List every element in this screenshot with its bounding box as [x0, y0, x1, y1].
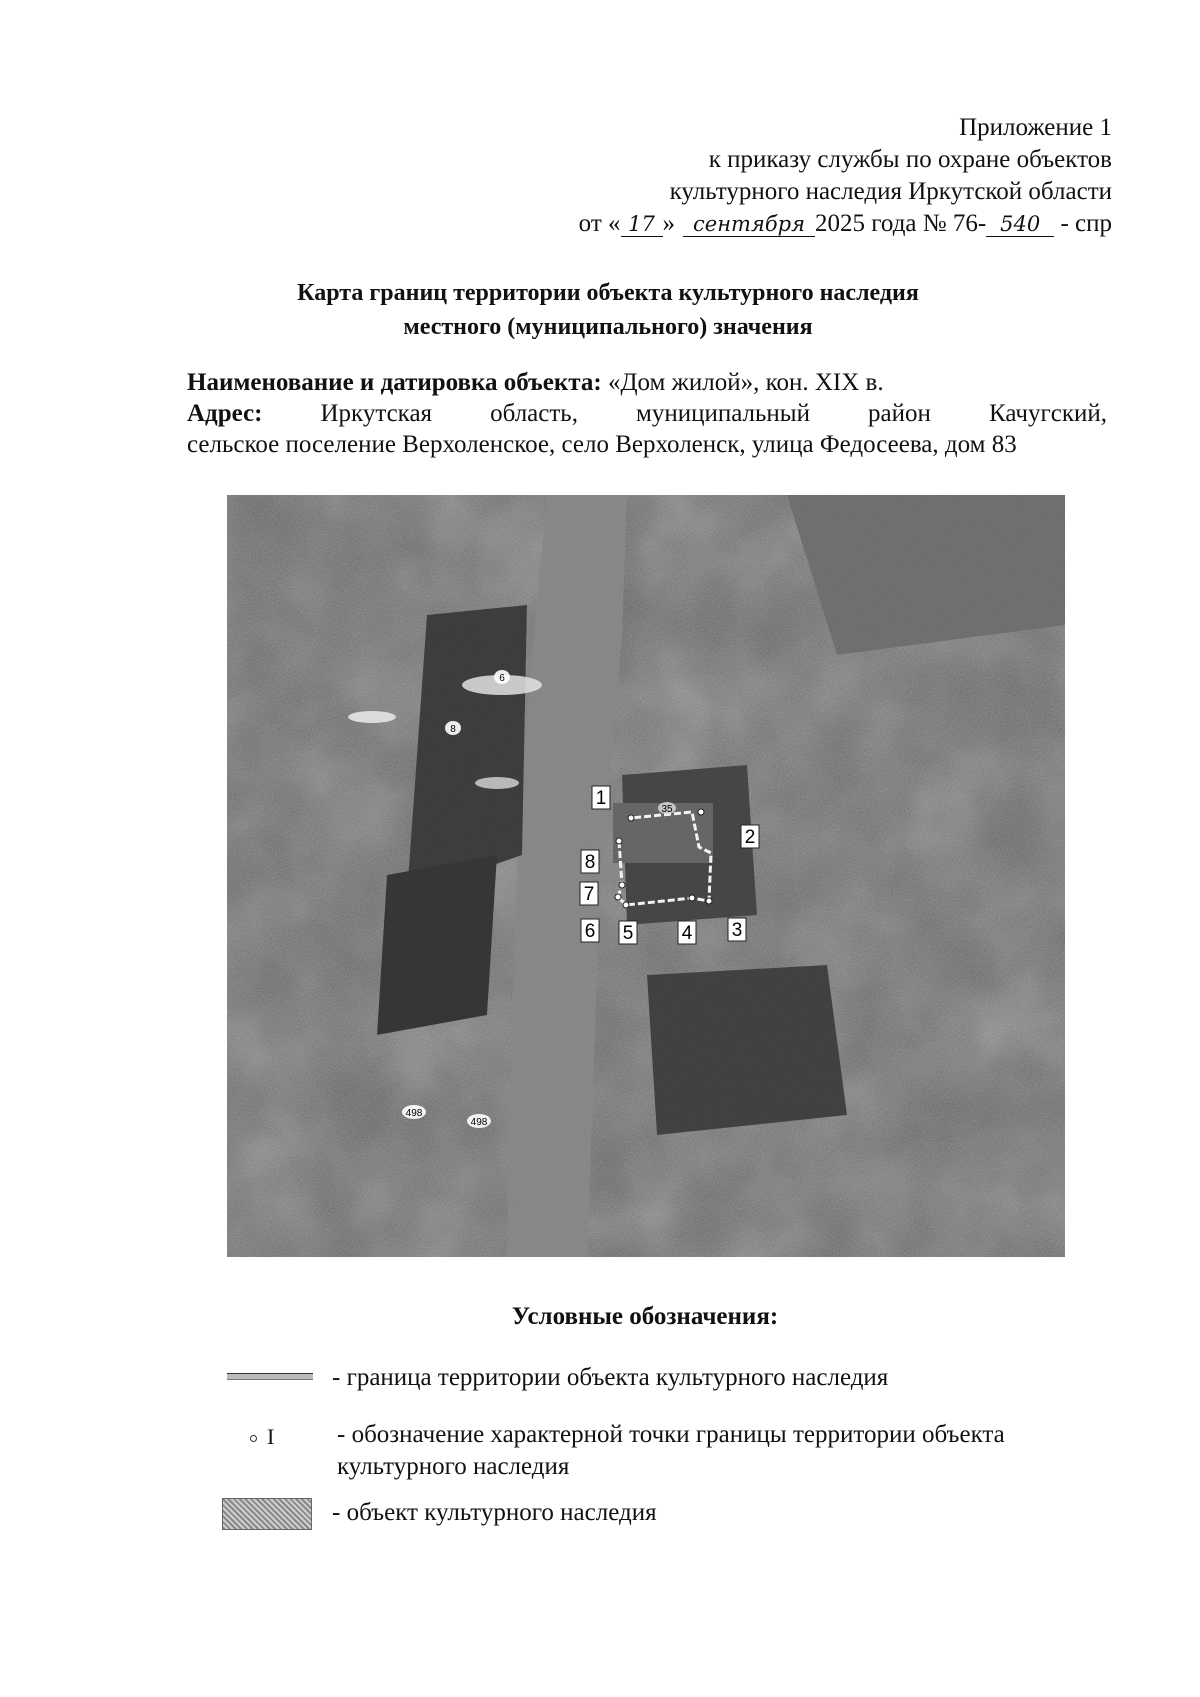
- address-line-2: сельское поселение Верхоленское, село Верхоленск, улица Федосеева, дом 83: [187, 431, 1017, 458]
- point-label-3-text: 3: [731, 920, 743, 941]
- address-line-1: [187, 398, 1107, 429]
- address-word: Качугский,: [988, 400, 1107, 427]
- address-word: область,: [490, 400, 578, 427]
- point-symbol-label: I: [267, 1424, 275, 1449]
- date-mid: »: [662, 210, 676, 237]
- appendix-date-line: [579, 208, 1112, 240]
- boundary-point-4: [689, 895, 695, 901]
- point-label-1-text: 1: [595, 788, 607, 809]
- appendix-header: [579, 112, 1112, 240]
- point-label-1: [592, 786, 610, 809]
- point-label-5: [619, 921, 637, 944]
- date-day-handwritten: 17: [621, 212, 663, 237]
- parcel-label-text: 6: [499, 673, 505, 684]
- map-image: [227, 495, 1065, 1257]
- boundary-point-2: [698, 809, 704, 815]
- address-label: Адрес:: [187, 400, 263, 427]
- address-word: муниципальный: [636, 400, 810, 427]
- point-label-2: [741, 825, 759, 848]
- parcel-label-text: 498: [405, 1108, 423, 1119]
- title-line-2: местного (муниципального) значения: [403, 314, 813, 340]
- point-symbol: [250, 1424, 274, 1450]
- point-label-7: [580, 882, 598, 905]
- object-name-value: «Дом жилой», кон. XIX в.: [601, 369, 884, 396]
- address-word: Иркутская: [320, 400, 433, 427]
- point-label-8: [581, 850, 599, 873]
- appendix-line-3: культурного наследия Иркутской области: [669, 178, 1112, 205]
- heritage-object-symbol: [222, 1498, 312, 1530]
- object-info: [187, 367, 1107, 460]
- white-object-middle: [475, 777, 519, 789]
- legend-title: Условные обозначения:: [511, 1303, 779, 1330]
- appendix-line-1: Приложение 1: [959, 114, 1112, 141]
- object-name-line: [187, 367, 1107, 398]
- point-label-5-text: 5: [622, 923, 634, 944]
- point-label-3: [728, 918, 746, 941]
- aerial-boundary-map: [227, 495, 1065, 1257]
- noise-overlay: [227, 495, 1065, 1257]
- legend-item-object: - объект культурного наследия: [332, 1499, 657, 1526]
- boundary-point-8: [616, 838, 622, 844]
- parcel-label-text: 35: [661, 804, 673, 815]
- parcel-label: [467, 1114, 491, 1128]
- date-year-text: 2025 года № 76-: [815, 210, 987, 237]
- title-line-1: Карта границ территории объекта культурного наследия: [297, 280, 919, 306]
- point-label-6: [581, 919, 599, 942]
- point-symbol-dot: [250, 1435, 257, 1442]
- point-label-8-text: 8: [584, 852, 596, 873]
- boundary-point-6: [615, 894, 621, 900]
- parcel-label: [445, 721, 461, 735]
- boundary-line-symbol: [227, 1373, 313, 1380]
- parcel-label: [494, 670, 510, 684]
- address-word: район: [868, 400, 931, 427]
- white-object-west: [348, 711, 396, 723]
- legend-item-point-continued: культурного наследия: [337, 1453, 570, 1480]
- parcel-label: [402, 1105, 426, 1119]
- appendix-line-2: к приказу службы по охране объектов: [708, 146, 1112, 173]
- point-label-2-text: 2: [744, 827, 756, 848]
- point-label-7-text: 7: [583, 884, 595, 905]
- point-label-4-text: 4: [681, 923, 693, 944]
- point-label-6-text: 6: [584, 921, 596, 942]
- order-number-handwritten: 540: [986, 212, 1054, 237]
- order-suffix: - спр: [1054, 210, 1112, 237]
- boundary-point-1: [628, 815, 634, 821]
- legend-item-boundary: - граница территории объекта культурного наследия: [332, 1364, 889, 1391]
- boundary-point-5: [623, 902, 629, 908]
- legend-item-point: - обозначение характерной точки границы территории объекта: [337, 1421, 1005, 1448]
- point-label-4: [678, 921, 696, 944]
- boundary-point-3: [706, 898, 712, 904]
- date-prefix: от «: [578, 210, 621, 237]
- object-name-label: Наименование и датировка объекта:: [187, 369, 602, 396]
- boundary-point-7: [619, 882, 625, 888]
- parcel-label-text: 498: [470, 1117, 488, 1128]
- date-month-handwritten: сентября: [683, 212, 815, 237]
- parcel-label-text: 8: [450, 724, 456, 735]
- document-title: [0, 276, 1200, 344]
